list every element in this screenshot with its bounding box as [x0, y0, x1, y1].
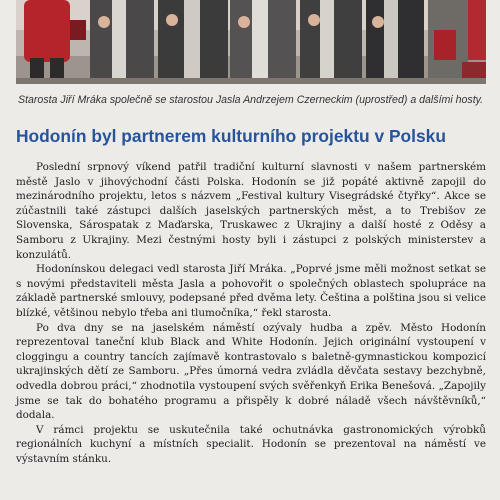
group-photo — [16, 0, 486, 84]
article-paragraph: Po dva dny se na jaselském náměstí ozývaly hudba a zpěv. Město Hodonín reprezentoval taneční klub Black and White Hodonín. Jejich originální vystoupení v cloggingu a country tancích zajímavě kontrastovalo s baletně-gymnastickou kompozicí ukrajinských dětí ze Samboru. „Přes úmorná vedra zvládla děvčata sestavy bezchybně, odvedla dobrou práci,“ zhodnotila vystoupení svých svěřenkyň Erika Benešová. „Zapojily jsme se tak do bohatého programu a přispěly k dobré náladě všech návštěvníků,“ dodala. — [16, 321, 486, 422]
article-body — [16, 160, 486, 466]
article-paragraph: Poslední srpnový víkend patřil tradiční kulturní slavnosti v našem partnerském městě Jaslo v jihovýchodní části Polska. Hodonín se již popáté aktivně zapojil do mezinárodního projektu, letos s názvem „Festival kultury Visegrádské čtyřky“. Akce se zúčastnili také zástupci dalších jaselských partnerských měst, a to Trebišov ze Slovenska, Sárospatak z Maďarska, Truskawec z Ukrajiny a další hosté z Oděsy a Samboru z Ukrajiny. Mezi čestnými hosty byli i zástupci z polských ministerstev a konzulátů. — [16, 161, 486, 261]
photo-caption: Starosta Jiří Mráka společně se starostou Jasla Andrzejem Czerneckim (uprostřed) a dalšími hosty. — [18, 94, 484, 106]
article-paragraph: Hodonínskou delegaci vedl starosta Jiří Mráka. „Poprvé jsme měli možnost setkat se s novými představiteli města Jasla a pohovořit o společných oblastech spolupráce na základě partnerské smlouvy, podepsané před dvěma lety. Čeština a polština jsou si velice blízké, většinou nebylo třeba ani tlumočníka,“ řekl starosta. — [16, 263, 486, 319]
article-paragraph: V rámci projektu se uskutečnila také ochutnávka gastronomických výrobků regionálních kuchyní a místních specialit. Hodonín se prezentoval na náměstí ve výstavním stánku. — [16, 423, 486, 465]
article-headline: Hodonín byl partnerem kulturního projektu v Polsku — [16, 126, 446, 146]
